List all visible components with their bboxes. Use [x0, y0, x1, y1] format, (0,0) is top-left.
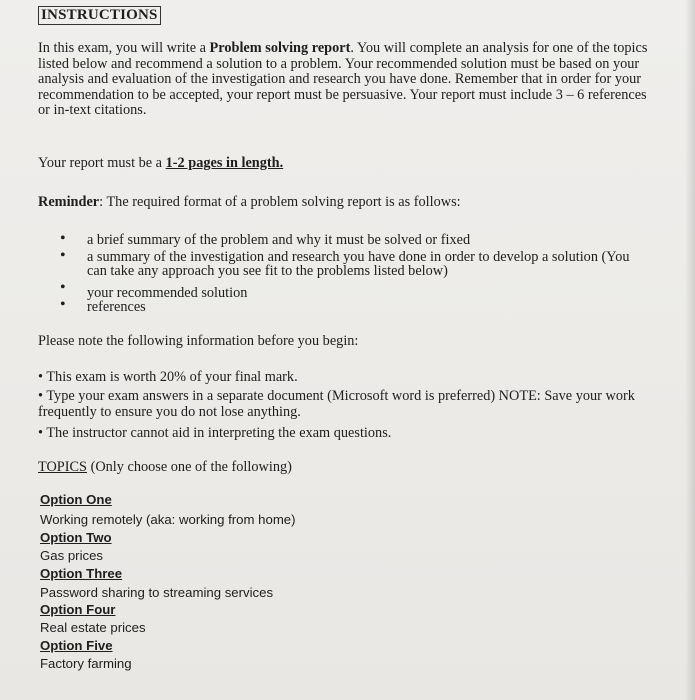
format-item-2: a summary of the investigation and research you have done in order to develop a solution (You can take any approach you see fit to the problems listed below) — [87, 249, 630, 279]
length-emphasis: 1-2 pages in length. — [165, 155, 284, 171]
option-two-label: Option Two — [40, 530, 112, 545]
option-one-label: Option One — [40, 492, 112, 507]
option-four-topic: Real estate prices — [40, 620, 146, 635]
intro-paragraph — [38, 41, 658, 119]
length-prefix: Your report must be a — [38, 155, 166, 171]
format-item-3: your recommended solution — [87, 285, 248, 301]
topics-heading-label: TOPICS — [38, 459, 87, 475]
option-two-topic: Gas prices — [40, 548, 104, 563]
intro-text-2: . You will complete an analysis for one of the topics listed below and recommend a solution to a problem. Your recommended solution must be based on your analysis and evaluation of the investigation and research you have done. Remember that in order for your recommendation to be accepted, your report must be persuasive. Your report must include 3 – 6 references or in-text citations. — [38, 40, 648, 119]
format-item-1: a brief summary of the problem and why it must be solved or fixed — [87, 232, 471, 248]
bullet-dot: • — [60, 247, 66, 264]
format-item-4: references — [87, 299, 146, 315]
notes-intro: Please note the following information before you begin: — [38, 333, 359, 349]
reminder-line — [38, 195, 658, 211]
page-edge-shadow — [685, 0, 695, 700]
intro-bold-term: Problem solving report — [209, 40, 351, 56]
option-five-label: Option Five — [40, 638, 113, 653]
option-four-label: Option Four — [40, 602, 116, 617]
bullet-dot: • — [60, 279, 66, 296]
length-requirement — [38, 156, 658, 172]
reminder-label: Reminder — [38, 194, 100, 210]
topics-heading — [38, 460, 658, 476]
note-item-3: • The instructor cannot aid in interpreting the exam questions. — [38, 425, 392, 441]
note-item-2: • Type your exam answers in a separate document (Microsoft word is preferred) NOTE: Save your work frequently to ensure you do not lose anything. — [38, 388, 635, 420]
bullet-dot: • — [60, 230, 66, 247]
page-title: INSTRUCTIONS — [38, 6, 161, 25]
bullet-dot: • — [60, 296, 66, 313]
topics-heading-suffix: (Only choose one of the following) — [87, 459, 292, 475]
reminder-text: : The required format of a problem solving report is as follows: — [99, 194, 461, 210]
option-three-topic: Password sharing to streaming services — [40, 585, 274, 600]
intro-text-1: In this exam, you will write a — [38, 40, 210, 56]
option-three-label: Option Three — [40, 566, 123, 581]
option-one-topic: Working remotely (aka: working from home) — [40, 512, 296, 527]
option-five-topic: Factory farming — [40, 656, 132, 671]
note-item-1: • This exam is worth 20% of your final mark. — [38, 369, 298, 385]
